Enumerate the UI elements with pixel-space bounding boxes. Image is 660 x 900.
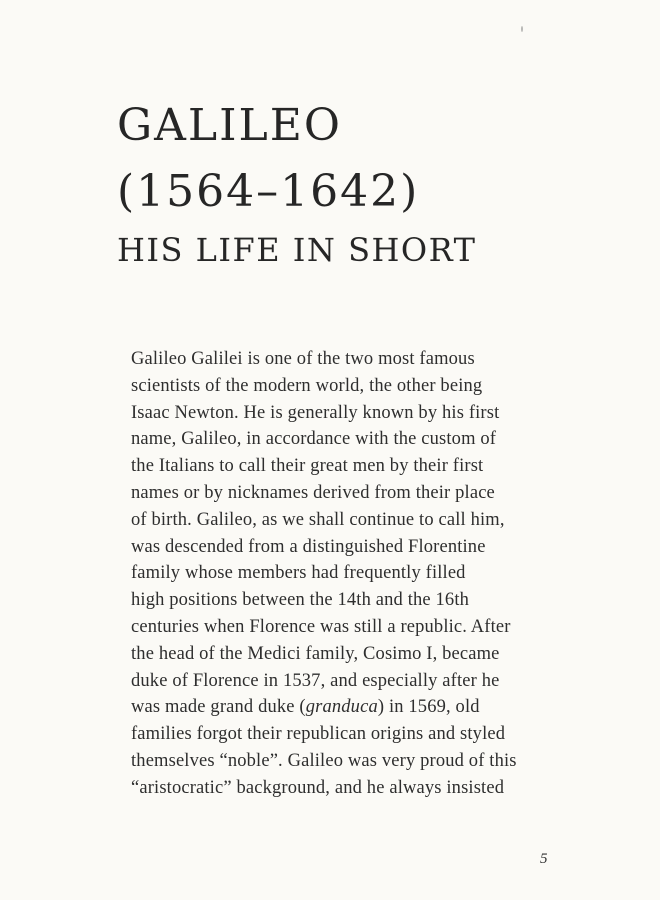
chapter-title-name: GALILEO [117, 100, 342, 151]
text-line: themselves “noble”. Galileo was very proud of this [131, 750, 517, 771]
text-line: “aristocratic” background, and he always insisted [131, 777, 505, 798]
text-line: was descended from a distinguished Florentine [131, 536, 486, 557]
body-paragraph [131, 346, 631, 802]
paper-speck [521, 26, 523, 32]
text-line: of birth. Galileo, as we shall continue to call him, [131, 509, 505, 530]
text-line: Isaac Newton. He is generally known by his first [131, 402, 500, 423]
text-line: high positions between the 14th and the 16th [131, 590, 470, 611]
text-segment: ) in 1569, old [377, 697, 480, 718]
text-segment: was made grand duke ( [131, 697, 306, 718]
text-line: centuries when Florence was still a republic. After [131, 616, 511, 637]
text-line: duke of Florence in 1537, and especially after he [131, 670, 500, 691]
text-line-with-italic [131, 694, 631, 721]
text-line: Galileo Galilei is one of the two most famous [131, 349, 475, 369]
chapter-heading [117, 100, 597, 269]
text-line: family whose members had frequently filled [131, 563, 466, 584]
text-line: the Italians to call their great men by their first [131, 456, 484, 477]
chapter-title-dates: (1564–1642) [117, 166, 420, 217]
text-line: scientists of the modern world, the other being [131, 375, 483, 396]
italic-term: granduca [305, 697, 378, 718]
text-line: name, Galileo, in accordance with the custom of [131, 429, 497, 450]
chapter-subtitle: HIS LIFE IN SHORT [117, 231, 477, 269]
text-line: names or by nicknames derived from their place [131, 482, 495, 503]
page-number: 5 [540, 851, 548, 867]
text-line: families forgot their republican origins and styled [131, 724, 506, 745]
text-line: the head of the Medici family, Cosimo I, became [131, 643, 500, 664]
